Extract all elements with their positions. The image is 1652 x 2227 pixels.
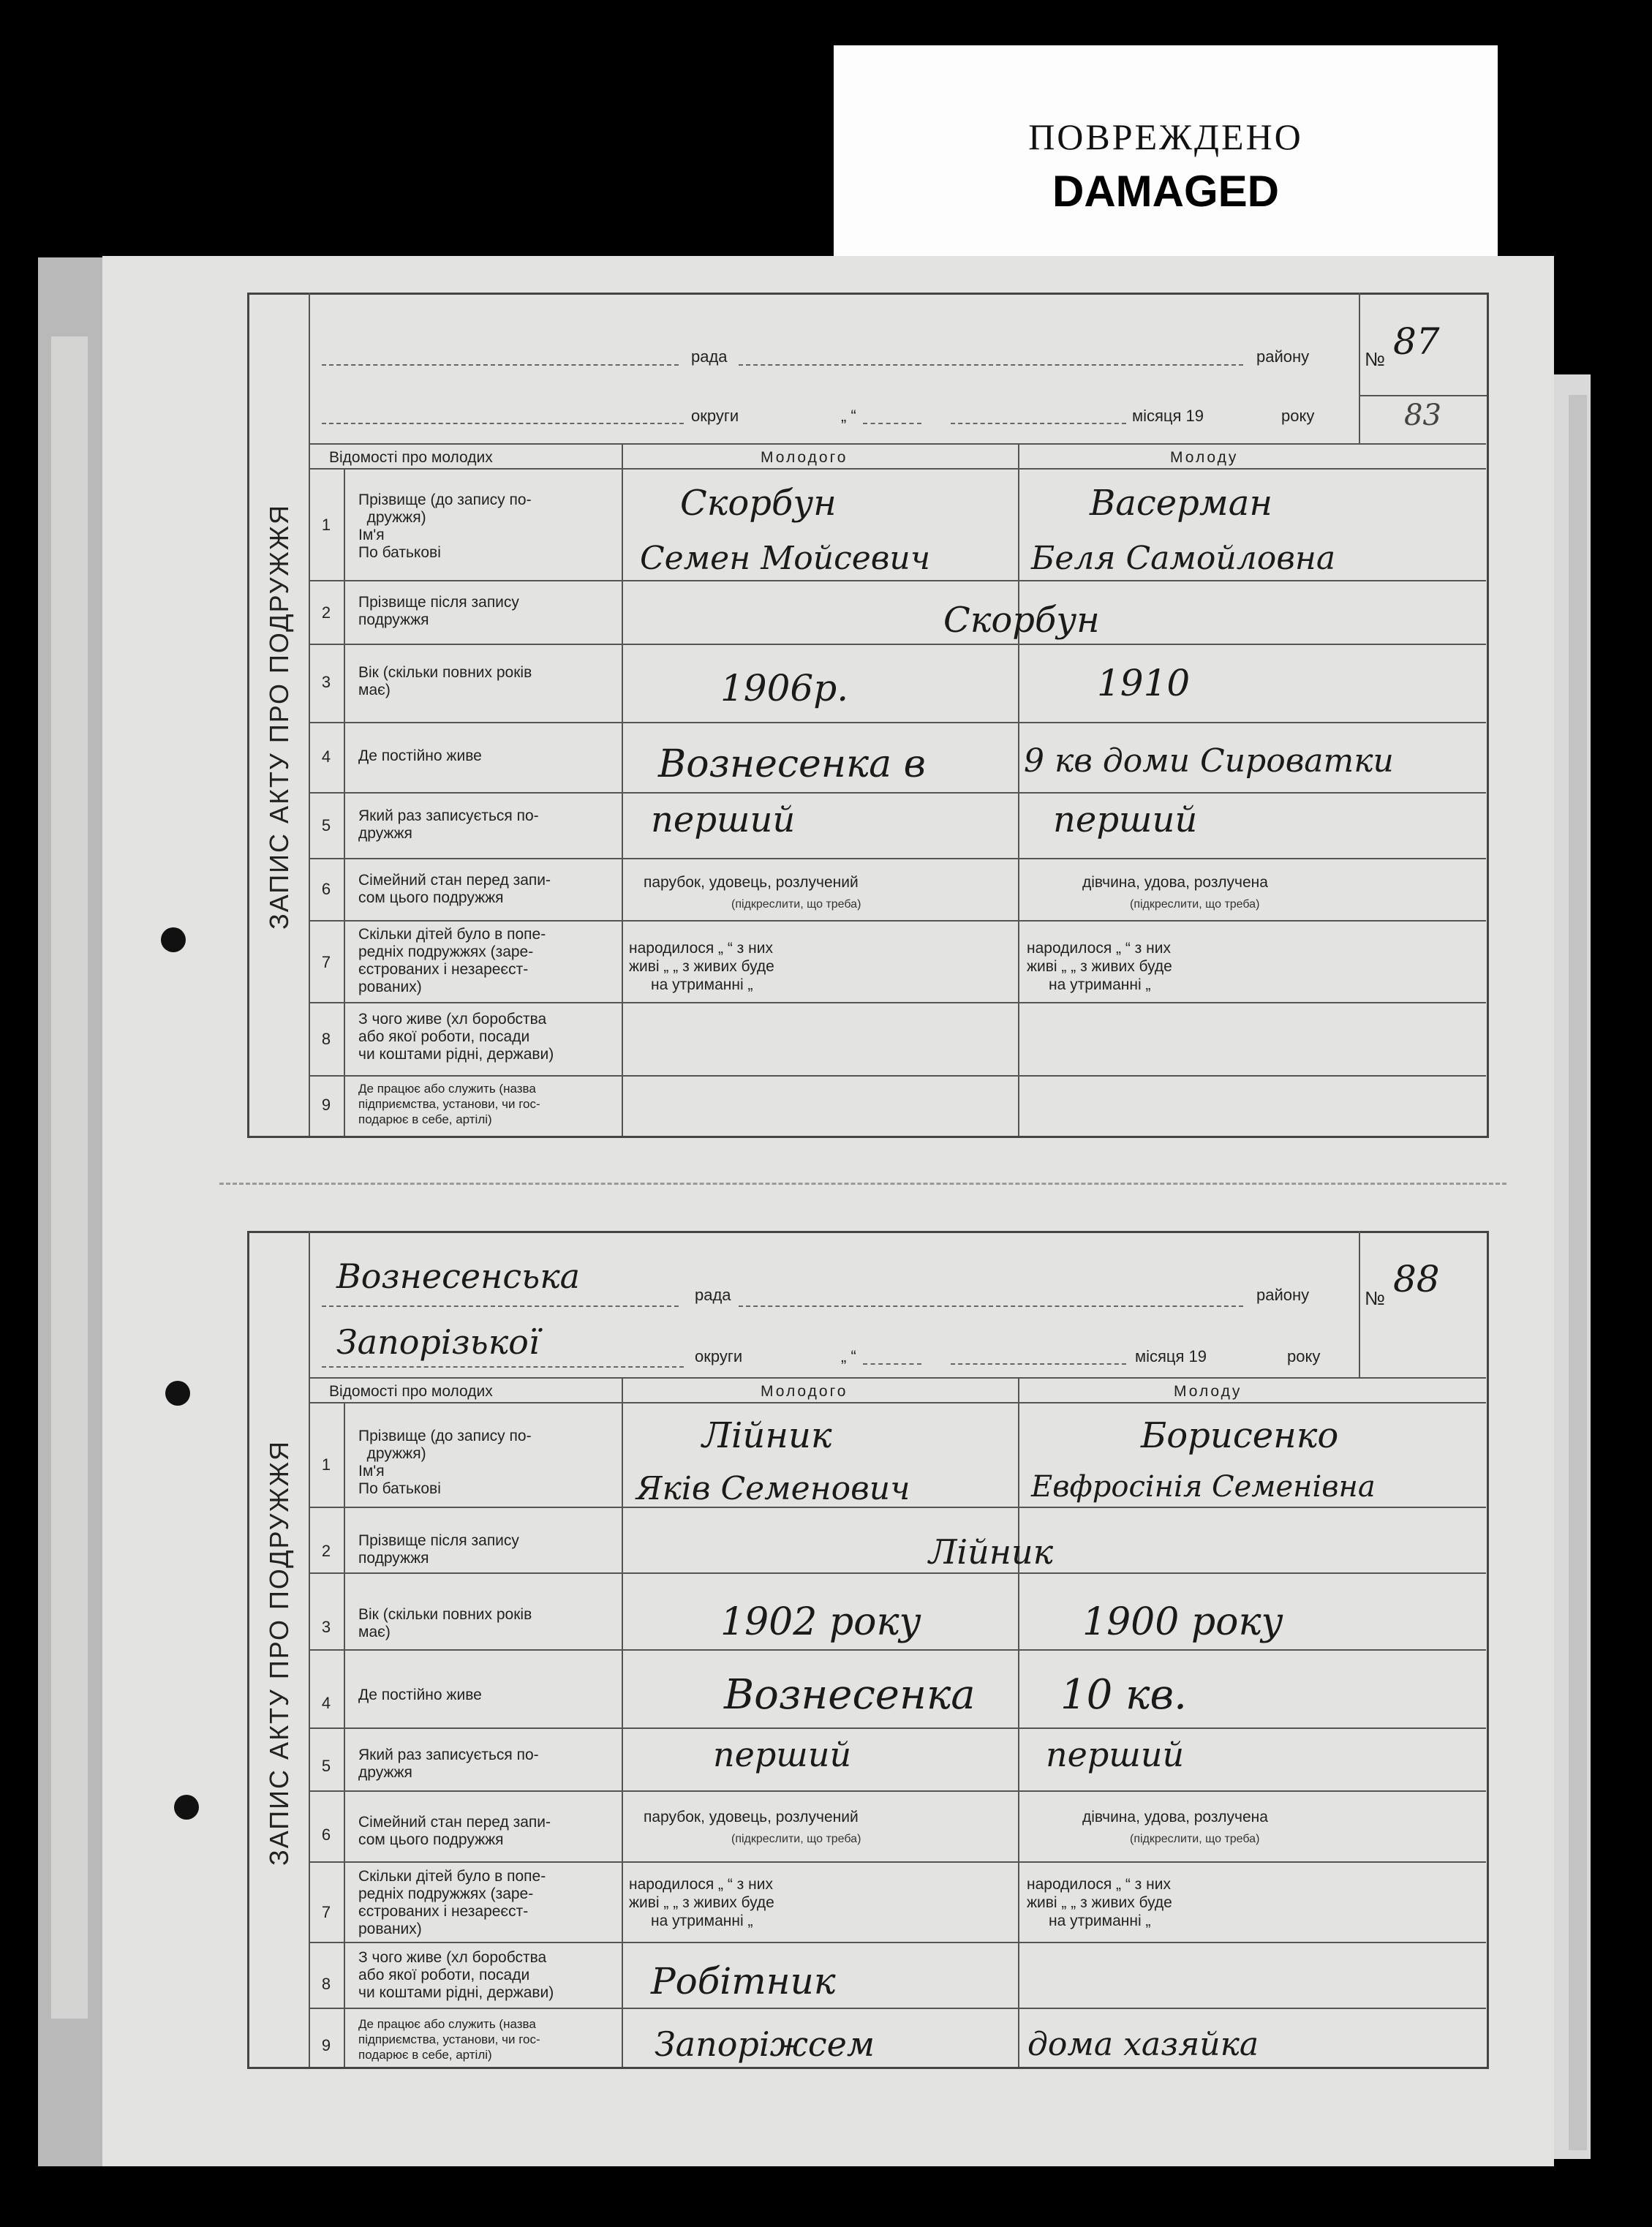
form-text: живі „ „ з живих буде: [1027, 1894, 1172, 1911]
col-groom: Молодого: [761, 449, 848, 466]
form-text: 5: [321, 816, 331, 834]
month-label: місяця 19: [1132, 407, 1204, 425]
bride-surname: Васерман: [1090, 483, 1272, 524]
row-label: Вік (скільки повних років має): [358, 664, 532, 698]
table-rule: [309, 468, 1486, 470]
groom-surname: Скорбун: [680, 483, 837, 524]
new-surname: Лійник: [929, 1532, 1054, 1572]
bride-times: перший: [1053, 799, 1198, 840]
date-quote: „ “: [841, 407, 856, 425]
form-text: місяця 19: [1135, 1347, 1207, 1365]
table-rule: [622, 1377, 623, 2067]
side-title: [250, 1375, 309, 1931]
bride-status-options: дівчина, удова, розлучена: [1082, 874, 1268, 891]
side-title: [250, 439, 309, 995]
form-text: року: [1287, 1347, 1321, 1365]
form-text: 6: [321, 1825, 331, 1844]
table-rule: [951, 423, 1126, 424]
table-rule: [309, 1002, 1486, 1003]
table-rule: [739, 1305, 1243, 1307]
table-rule: [322, 364, 679, 366]
table-rule: [1359, 293, 1360, 443]
col-info: Відомості про молодих: [329, 449, 493, 466]
torn-page-strip: [51, 336, 88, 2019]
groom-income: Робітник: [651, 1960, 836, 2002]
groom-residence: Вознесенка в: [658, 742, 926, 786]
form-text: (підкреслити, що треба): [731, 1833, 861, 1845]
okrug-value: Запорізької: [336, 1322, 540, 1362]
form-text: на утриманні „: [651, 976, 753, 993]
form-text: 4: [321, 747, 331, 766]
table-rule: [322, 1366, 684, 1368]
table-rule: [309, 1649, 1486, 1651]
form-text: на утриманні „: [651, 1913, 753, 1929]
damaged-label-card: [834, 45, 1498, 263]
form-text: ЗАПИС АКТУ ПРО ПОДРУЖЖЯ: [264, 503, 294, 930]
underline-note: (підкреслити, що треба): [1130, 898, 1260, 911]
form-text: 3: [321, 673, 331, 691]
okrugy-label: округи: [691, 407, 739, 425]
table-rule: [622, 443, 623, 1136]
form-text: живі „ „ з живих буде: [629, 958, 774, 975]
number-sign: №: [1365, 348, 1385, 370]
fold-line: [219, 1183, 1506, 1185]
form-text: народилося „ “ з них: [1027, 1876, 1171, 1893]
form-text: живі „ „ з живих буде: [629, 1894, 774, 1911]
form-text: Сімейний стан перед запи- сом цього подружжя: [358, 1814, 551, 1848]
groom-name: Семен Мойсевич: [640, 540, 931, 577]
form-text: Де працює або служить (назва підприємства, установи, чи гос- подарює в себе, артілі): [358, 2017, 540, 2062]
col-bride: Молоду: [1170, 449, 1239, 466]
form-text: Відомості про молодих: [329, 1383, 493, 1400]
bride-age: 1910: [1097, 662, 1191, 704]
form-text: Де постійно живе: [358, 1687, 482, 1703]
table-rule: [309, 920, 1486, 922]
table-rule: [309, 443, 1486, 445]
table-rule: [309, 1942, 1486, 1943]
groom-times: перший: [651, 799, 796, 840]
form-text: району: [1256, 1286, 1310, 1304]
record-number: 88: [1393, 1258, 1440, 1300]
bride-work: дома хазяйка: [1027, 2026, 1259, 2063]
form-text: Молоду: [1174, 1383, 1242, 1400]
form-text: 9: [321, 1096, 331, 1114]
damaged-label-ua: ПОВРЕЖДЕНО: [1028, 116, 1303, 157]
table-rule: [739, 364, 1243, 366]
form-text: Вік (скільки повних років має): [358, 1606, 532, 1640]
form-text: Скільки дітей було в попе- редніх подружжях (заре- єстрованих і незареєст- рованих): [358, 1868, 546, 1937]
table-rule: [309, 1790, 1486, 1792]
new-surname: Скорбун: [943, 600, 1100, 641]
form-text: дівчина, удова, розлучена: [1082, 1809, 1268, 1825]
form-text: 5: [321, 1757, 331, 1775]
groom-name: Яків Семенович: [636, 1470, 910, 1507]
form-text: №: [1365, 1287, 1385, 1309]
form-text: Прізвище після запису подружжя: [358, 1532, 519, 1567]
table-rule: [309, 1861, 1486, 1863]
punch-hole: [174, 1795, 199, 1820]
bride-times: перший: [1046, 1735, 1185, 1774]
form-text: народилося „ “ з них: [629, 1876, 773, 1893]
damaged-label-en: DAMAGED: [1052, 167, 1279, 216]
table-rule: [322, 423, 684, 424]
groom-residence: Вознесенка: [724, 1671, 976, 1719]
table-rule: [951, 1363, 1126, 1365]
groom-age: 1906р.: [720, 667, 849, 709]
form-text: 7: [321, 1903, 331, 1921]
rada-label: рада: [691, 347, 728, 366]
table-rule: [322, 1305, 679, 1307]
form-text: ЗАПИС АКТУ ПРО ПОДРУЖЖЯ: [264, 1439, 294, 1866]
table-rule: [863, 423, 921, 424]
record-number: 87: [1393, 320, 1440, 363]
table-rule: [1359, 395, 1487, 396]
table-rule: [309, 858, 1486, 859]
form-text: 6: [321, 880, 331, 898]
table-rule: [1359, 1231, 1360, 1377]
punch-hole: [165, 1381, 190, 1406]
year-label: року: [1281, 407, 1315, 425]
form-text: 9: [321, 2036, 331, 2054]
table-rule: [863, 1363, 921, 1365]
table-rule: [309, 1377, 1486, 1379]
groom-work: Запоріжсем: [655, 2024, 875, 2064]
form-text: 7: [321, 953, 331, 971]
table-rule: [309, 644, 1486, 645]
table-rule: [309, 1572, 1486, 1574]
bride-residence: 9 кв доми Сироватки: [1024, 742, 1394, 780]
row-label: З чого живе (хл боробства або якої роботи, посади чи коштами рідні, держави): [358, 1011, 554, 1063]
row-label: Де постійно живе: [358, 747, 482, 764]
form-text: 3: [321, 1618, 331, 1636]
groom-surname: Лійник: [702, 1415, 832, 1456]
table-rule: [309, 792, 1486, 794]
row-label: Який раз записується по- дружжя: [358, 807, 539, 842]
table-rule: [1018, 443, 1019, 1136]
form-text: 2: [321, 1542, 331, 1560]
row-label: Сімейний стан перед запи- сом цього подружжя: [358, 872, 551, 906]
form-text: Який раз записується по- дружжя: [358, 1746, 539, 1781]
raion-label: району: [1256, 347, 1310, 366]
bride-name: Евфросінія Семенівна: [1031, 1470, 1376, 1504]
row-label: Скільки дітей було в попе- редніх подружжях (заре- єстрованих і незареєст- рованих): [358, 926, 546, 995]
form-text: З чого живе (хл боробства або якої роботи, посади чи коштами рідні, держави): [358, 1949, 554, 2001]
form-text: народилося „ “ з них: [1027, 940, 1171, 957]
groom-status-options: парубок, удовець, розлучений: [644, 874, 859, 891]
form-text: парубок, удовець, розлучений: [644, 1809, 859, 1825]
form-text: (підкреслити, що треба): [1130, 1833, 1260, 1845]
form-text: 8: [321, 1030, 331, 1048]
form-text: 8: [321, 1975, 331, 1993]
table-rule: [344, 468, 345, 1136]
table-rule: [309, 1402, 1486, 1403]
table-rule: [309, 2008, 1486, 2009]
groom-times: перший: [713, 1735, 852, 1774]
punch-hole: [161, 927, 186, 952]
form-text: народилося „ “ з них: [629, 940, 773, 957]
bride-age: 1900 року: [1082, 1600, 1283, 1644]
form-text: 1: [321, 1455, 331, 1474]
table-rule: [1018, 1377, 1019, 2067]
form-text: „ “: [841, 1347, 856, 1365]
form-text: округи: [695, 1347, 743, 1365]
row-label: Прізвище після запису подружжя: [358, 594, 519, 628]
table-rule: [309, 1727, 1486, 1729]
form-text: рада: [695, 1286, 731, 1304]
table-rule: [309, 580, 1486, 581]
bride-residence: 10 кв.: [1060, 1671, 1187, 1719]
table-rule: [309, 1075, 1486, 1077]
form-text: 1: [321, 516, 331, 534]
form-text: на утриманні „: [1049, 1913, 1151, 1929]
table-rule: [309, 722, 1486, 723]
table-rule: [344, 1402, 345, 2067]
form-text: Молодого: [761, 1383, 848, 1400]
underline-note: (підкреслити, що треба): [731, 898, 861, 911]
table-rule: [309, 293, 310, 1136]
rada-value: Вознесенська: [336, 1256, 581, 1296]
form-text: Прізвище (до запису по- дружжя) Ім'я По батькові: [358, 1428, 532, 1497]
underlying-sheet-edge: [1569, 395, 1587, 2150]
row-label: Де працює або служить (назва підприємства, установи, чи гос- подарює в себе, артілі): [358, 1082, 540, 1126]
form-text: 2: [321, 603, 331, 622]
groom-age: 1902 року: [720, 1600, 921, 1644]
form-text: 4: [321, 1694, 331, 1712]
form-text: живі „ „ з живих буде: [1027, 958, 1172, 975]
record-number-alt: 83: [1404, 399, 1441, 432]
bride-surname: Борисенко: [1141, 1415, 1339, 1456]
bride-name: Беля Самойловна: [1031, 540, 1336, 577]
row-label: Прізвище (до запису по- дружжя) Ім'я По батькові: [358, 491, 532, 561]
form-text: на утриманні „: [1049, 976, 1151, 993]
